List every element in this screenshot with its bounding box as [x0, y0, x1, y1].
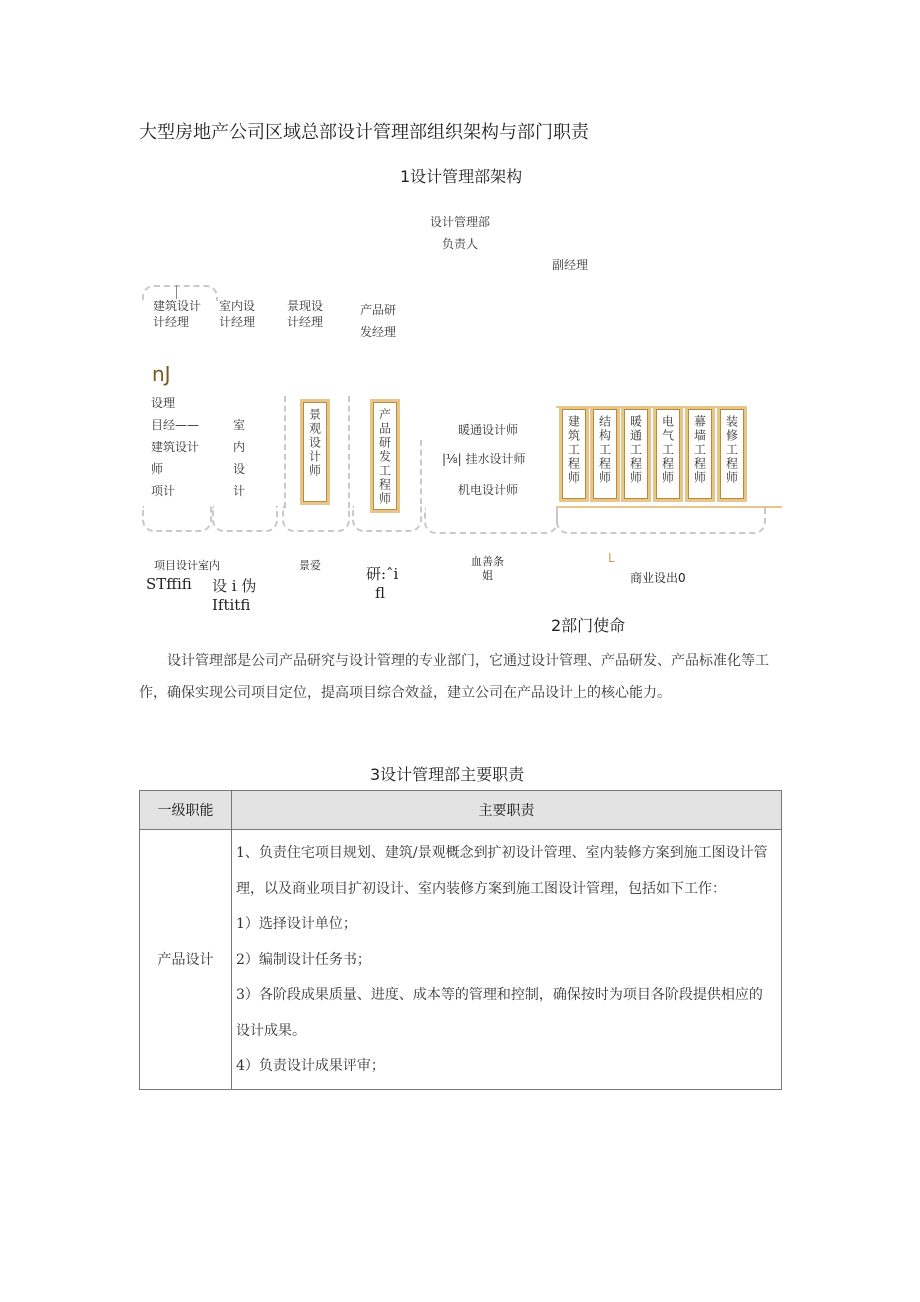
function-cell: 产品设计: [140, 830, 232, 1090]
stack-line: 室: [233, 418, 246, 432]
duty-item: 4）负责设计成果评审；: [236, 1058, 385, 1074]
head-line1: 设计管理部: [430, 215, 491, 229]
mep-item-electro: 机电设计师: [458, 483, 519, 497]
connector-tick: [176, 285, 177, 299]
manager-1-line2: 计经理: [153, 315, 190, 329]
bottom-label-project: 项目设计室内: [154, 559, 220, 572]
document-title: 大型房地产公司区域总部设计管理部组织架构与部门职责: [139, 122, 589, 143]
stack-line: 设理: [151, 396, 176, 410]
stack-line: 内: [233, 440, 246, 454]
bottom-label-mep-2: 姐: [482, 569, 493, 582]
manager-4-line1: 产品研: [360, 303, 397, 317]
table-header-row: [140, 791, 782, 830]
bracket-arc: [424, 508, 558, 534]
table-row: [140, 830, 782, 1090]
bottom-label-garbled-3: Iftitfi: [212, 596, 251, 614]
bracket-arc: [556, 508, 766, 534]
duty-table: [139, 790, 782, 1090]
manager-1-line1: 建筑设计: [153, 299, 202, 313]
mep-item-water: |⅛| 挂水设计师: [442, 452, 526, 466]
stack-line: 项计: [151, 484, 176, 498]
architecture-stack: [151, 392, 221, 502]
bottom-label-research-1: 研:ˆi: [366, 565, 399, 583]
deputy-manager: 副经理: [552, 258, 589, 272]
bottom-label-mark: L: [608, 551, 615, 565]
mep-item-hvac: 暖通设计师: [458, 423, 519, 437]
bracket-arc: [282, 506, 350, 532]
engineer-box-structure: 结构工程师: [590, 406, 620, 502]
engineer-box-hvac: 暖通工程师: [621, 406, 651, 502]
stack-line: 建筑设计: [151, 440, 200, 454]
engineer-box-electrical: 电气工程师: [653, 406, 683, 502]
interior-stack: [233, 414, 253, 502]
bracket-arc: [142, 506, 212, 532]
bracket-arc: [212, 506, 278, 532]
duty-item: 1、负责住宅项目规划、建筑/景观概念到扩初设计管理、室内装修方案到施工图设计管理，以及商业项目扩初设计、室内装修方案到施工图设计管理，包括如下工作：: [236, 845, 768, 897]
header-duties: 主要职责: [232, 791, 782, 830]
connector-vertical: [348, 396, 350, 508]
section3-heading: 3设计管理部主要职责: [370, 765, 525, 784]
section2-heading: 2部门使命: [551, 616, 626, 635]
engineer-box-decoration: 装修工程师: [717, 406, 747, 502]
engineer-box-architecture: 建筑工程师: [559, 406, 589, 502]
mission-paragraph: 设计管理部是公司产品研究与设计管理的专业部门，它通过设计管理、产品研发、产品标准化等工作，确保实现公司项目定位，提高项目综合效益，建立公司在产品设计上的核心能力。: [139, 653, 769, 701]
manager-2-line1: 室内设: [219, 299, 256, 313]
duty-item: 2）编制设计任务书；: [236, 951, 371, 968]
stray-glyph: nJ: [152, 362, 171, 386]
engineer-box-curtain-wall: 幕墙工程师: [685, 406, 715, 502]
duties-cell: [232, 830, 782, 1090]
bottom-label-research-2: fl: [375, 584, 386, 602]
connector-vertical: [284, 396, 286, 508]
head-line2: 负责人: [442, 237, 479, 251]
bottom-label-garbled-2: 设 i 伪: [212, 577, 257, 595]
bottom-label-landscape: 景爱: [299, 559, 321, 572]
bottom-label-mep-1: 血善条: [471, 555, 504, 568]
manager-2-line2: 计经理: [219, 315, 256, 329]
landscape-designer-box: 景观设计师: [300, 399, 330, 505]
stack-line: 师: [151, 462, 164, 476]
stack-line: 计: [233, 484, 246, 498]
stack-line: 设: [233, 462, 246, 476]
manager-3-line1: 景现设: [287, 299, 324, 313]
header-function: 一级职能: [140, 791, 232, 830]
bracket-arc: [352, 506, 422, 532]
manager-3-line2: 计经理: [287, 315, 324, 329]
manager-4-line2: 发经理: [360, 325, 397, 339]
bottom-label-commercial: 商业设出0: [630, 571, 686, 585]
connector-vertical: [420, 440, 422, 504]
duty-item: 3）各阶段成果质量、进度、成本等的管理和控制，确保按时为项目各阶段提供相应的设计成果。: [236, 987, 763, 1039]
stack-line: 目经——: [151, 418, 200, 432]
section1-heading: 1设计管理部架构: [400, 167, 523, 186]
bottom-label-garbled-1: STffifi: [146, 575, 192, 593]
product-research-engineer-box: 产品研发工程师: [370, 399, 400, 513]
duty-item: 1）选择设计单位；: [236, 916, 357, 932]
